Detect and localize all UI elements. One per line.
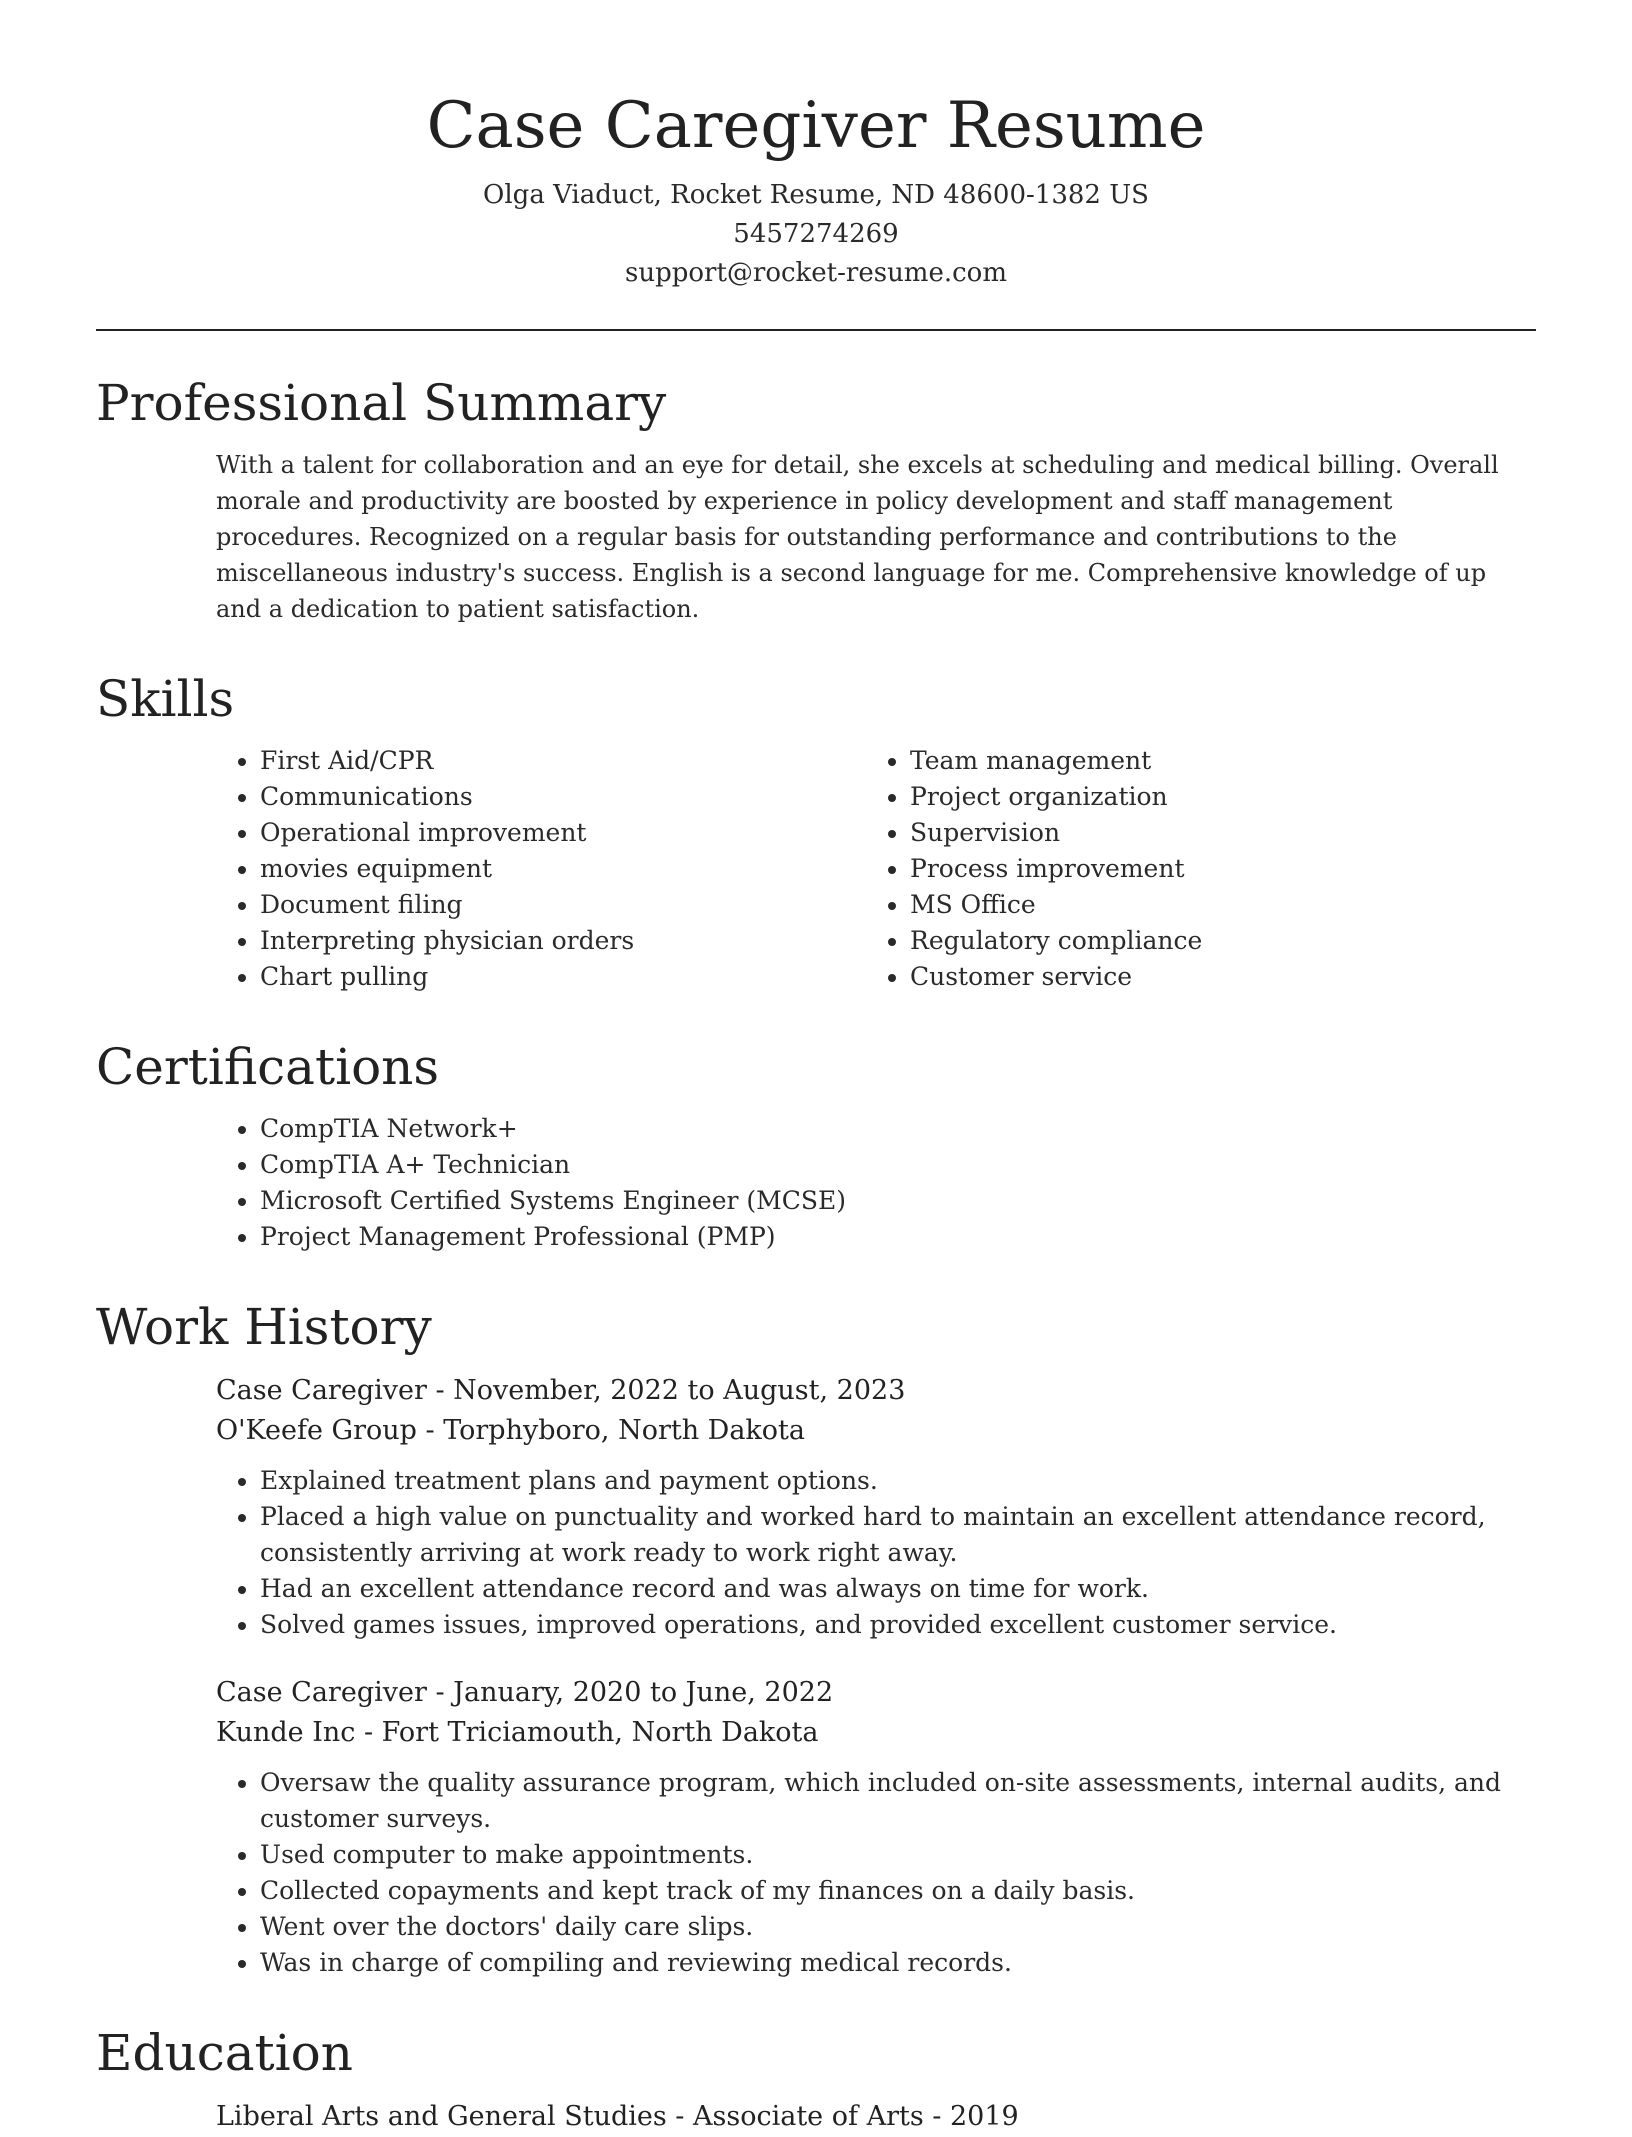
resume-page (96, 0, 1536, 2137)
job-duty-item: • Oversaw the quality assurance program, which included on-site assessments, internal audits, and customer surveys. (260, 1765, 1536, 1837)
education-entry: Liberal Arts and General Studies - Associate of Arts - 2019 (216, 2101, 1019, 2132)
skills-column-right (866, 743, 1516, 995)
skill-item: • Team management (910, 743, 1516, 779)
job-title-dates: Case Caregiver - January, 2020 to June, 2022 (216, 1677, 834, 1708)
job-company-location: Kunde Inc - Fort Triciamouth, North Dakota (216, 1717, 819, 1748)
skill-item: • Communications (260, 779, 866, 815)
certification-item: • CompTIA Network+ (260, 1111, 1536, 1147)
resume-title: Case Caregiver Resume (426, 89, 1206, 163)
job-duty-item: • Used computer to make appointments. (260, 1837, 1536, 1873)
job-entry (96, 1673, 1536, 1981)
skill-item: • Regulatory compliance (910, 923, 1516, 959)
certifications-list (96, 1111, 1536, 1255)
skill-item: • Document filing (260, 887, 866, 923)
job-duty-item: • Placed a high value on punctuality and worked hard to maintain an excellent attendance record, consistently arriving at work ready to work right away. (260, 1499, 1536, 1571)
skill-item: • First Aid/CPR (260, 743, 866, 779)
skill-item: • Operational improvement (260, 815, 866, 851)
skill-item: • Chart pulling (260, 959, 866, 995)
job-company-location: O'Keefe Group - Torphyboro, North Dakota (216, 1415, 805, 1446)
skill-item: • MS Office (910, 887, 1516, 923)
job-duty-item: • Collected copayments and kept track of my finances on a daily basis. (260, 1873, 1536, 1909)
skills-column-left (216, 743, 866, 995)
skill-item: • Customer service (910, 959, 1516, 995)
job-duty-item: • Was in charge of compiling and reviewing medical records. (260, 1945, 1536, 1981)
header-divider (96, 329, 1536, 331)
section-title-certifications: Certifications (96, 1038, 440, 1096)
job-duty-item: • Went over the doctors' daily care slips. (260, 1909, 1536, 1945)
section-title-work-history: Work History (96, 1298, 432, 1356)
skill-item: • Supervision (910, 815, 1516, 851)
section-title-education: Education (96, 2024, 353, 2082)
resume-header (96, 0, 1536, 293)
certification-item: • Microsoft Certified Systems Engineer (MCSE) (260, 1183, 1536, 1219)
job-duty-item: • Had an excellent attendance record and was always on time for work. (260, 1571, 1536, 1607)
job-duty-item: • Explained treatment plans and payment options. (260, 1463, 1536, 1499)
skills-list (96, 743, 1536, 995)
skill-item: • Project organization (910, 779, 1516, 815)
contact-phone: 5457274269 (733, 219, 899, 249)
job-duties (216, 1765, 1536, 1981)
job-title-dates: Case Caregiver - November, 2022 to August, 2023 (216, 1375, 906, 1406)
skill-item: • movies equipment (260, 851, 866, 887)
section-title-skills: Skills (96, 670, 235, 728)
summary-block (96, 447, 1536, 627)
summary-text: With a talent for collaboration and an eye for detail, she excels at scheduling and medical billing. Overall morale and productivity are boosted by experience in policy development and staff management procedures. Recognized on a regular basis for outstanding performance and contributions to the miscellaneous industry's success. English is a second language for me. Comprehensive knowledge of up and a dedication to patient satisfaction. (216, 451, 1499, 623)
contact-block (96, 176, 1536, 293)
skill-item: • Interpreting physician orders (260, 923, 866, 959)
skill-item: • Process improvement (910, 851, 1516, 887)
certification-item: • CompTIA A+ Technician (260, 1147, 1536, 1183)
job-duties (216, 1463, 1536, 1643)
section-title-summary: Professional Summary (96, 374, 667, 432)
certification-item: • Project Management Professional (PMP) (260, 1219, 1536, 1255)
job-duty-item: • Solved games issues, improved operations, and provided excellent customer service. (260, 1607, 1536, 1643)
job-entry (96, 1371, 1536, 1643)
contact-email: support@rocket-resume.com (624, 258, 1007, 288)
contact-address: Olga Viaduct, Rocket Resume, ND 48600-1382 US (483, 180, 1149, 210)
